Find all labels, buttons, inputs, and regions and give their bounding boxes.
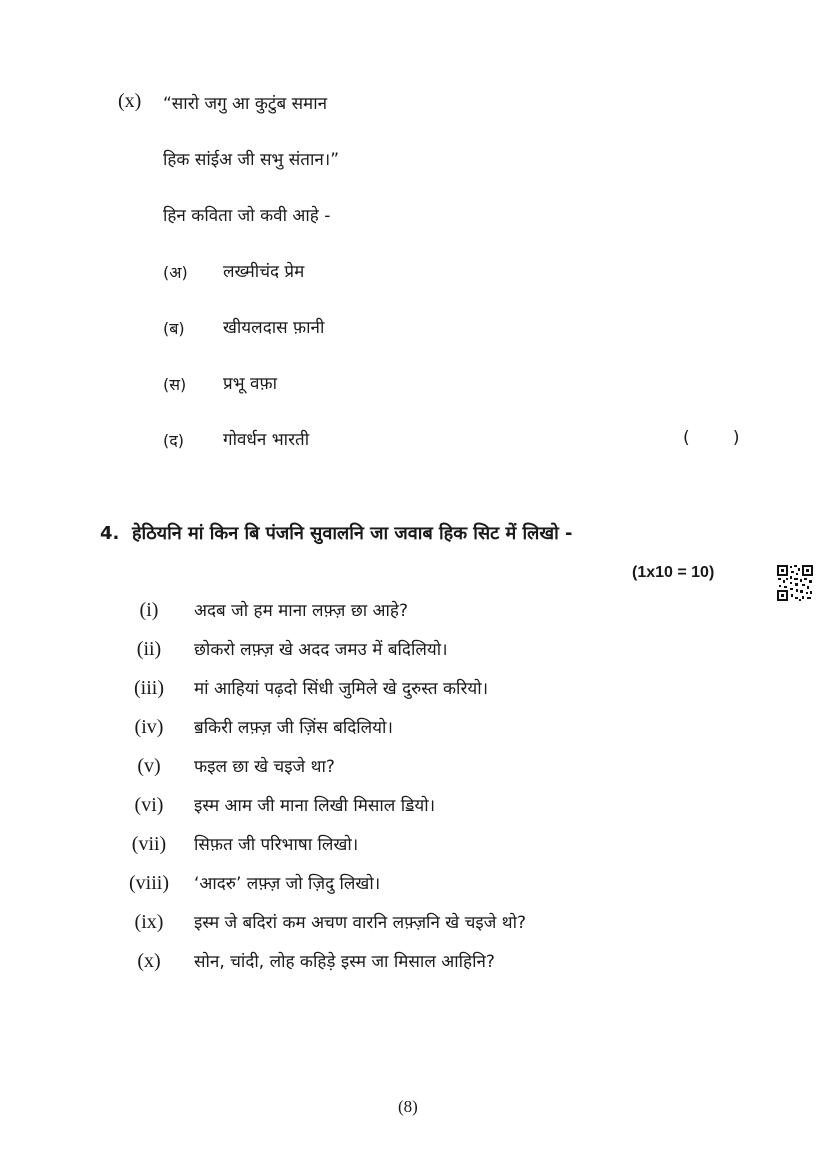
option-text-a: लख्मीचंद प्रेम [223,262,305,282]
sub-question-number: (v) [137,755,161,777]
option-label-c: (स) [163,375,187,394]
sub-question-number: (vii) [131,833,167,855]
question-4-instruction: हेठियनि मां किन बि पंजनि सुवालनि जा जवाब हिक सिट में लिखो - [132,523,573,544]
question-number: (x) [118,90,142,112]
page-number: (8) [398,1097,418,1116]
answer-box: ( ) [683,428,740,448]
sub-question-number: (ix) [134,911,164,933]
sub-question-text: इस्म आम जी माना लिखी मिसाल ॾियो। [194,796,436,816]
sub-question-text: फइल छा खे चइजे था? [194,757,335,777]
sub-question-text: छोकरो लफ़्ज़ खे अदद जमउ में बदिलियो। [194,640,448,660]
sub-question-number: (x) [137,950,161,972]
sub-question-text: अदब जो हम माना लफ़्ज़ छा आहे? [194,601,408,621]
sub-question-number: (ii) [136,638,162,660]
question-4-number: 4. [100,523,120,544]
option-label-b: (ब) [163,319,185,338]
option-label-d: (द) [163,431,184,450]
sub-question-number: (iii) [134,677,164,699]
sub-question-text: ॿकिरी लफ़्ज़ जी ज़िंस बदिलियो। [194,718,393,738]
sub-question-text: मां आहियां पढ़दो सिंधी जुमिले खे दुरुस्त करियो। [194,679,489,699]
sub-question-text: सिफ़त जी परिभाषा लिखो। [194,835,359,855]
sub-question-text: सोन, चांदी, लोह कहिड़े इस्म जा मिसाल आहिनि? [194,952,495,972]
option-text-d: गोवर्धन भारती [223,430,310,450]
option-text-c: प्रभू वफ़ा [223,374,277,394]
option-label-a: (अ) [163,263,188,282]
sub-question-number: (viii) [129,872,169,894]
sub-question-number: (vi) [134,794,164,816]
poem-line-1: “सारो जगु आ कुटुंब समान [163,94,328,114]
sub-question-text: इस्म जे बदिरां कम अचण वारनि लफ़्ज़नि खे चइजे थो? [194,913,527,933]
question-prompt: हिन कविता जो कवी आहे - [163,206,331,226]
qr-code-icon [776,564,814,602]
marks-allocation: (1x10 = 10) [632,564,715,581]
option-text-b: खीयलदास फ़ानी [223,318,325,338]
poem-line-2: हिक सांईअ जी सभु संतान।” [163,150,340,170]
sub-question-text: ‘आदरु’ लफ़्ज़ जो ज़िदु लिखो। [194,874,381,894]
sub-question-number: (iv) [134,716,164,738]
sub-question-number: (i) [139,599,159,621]
